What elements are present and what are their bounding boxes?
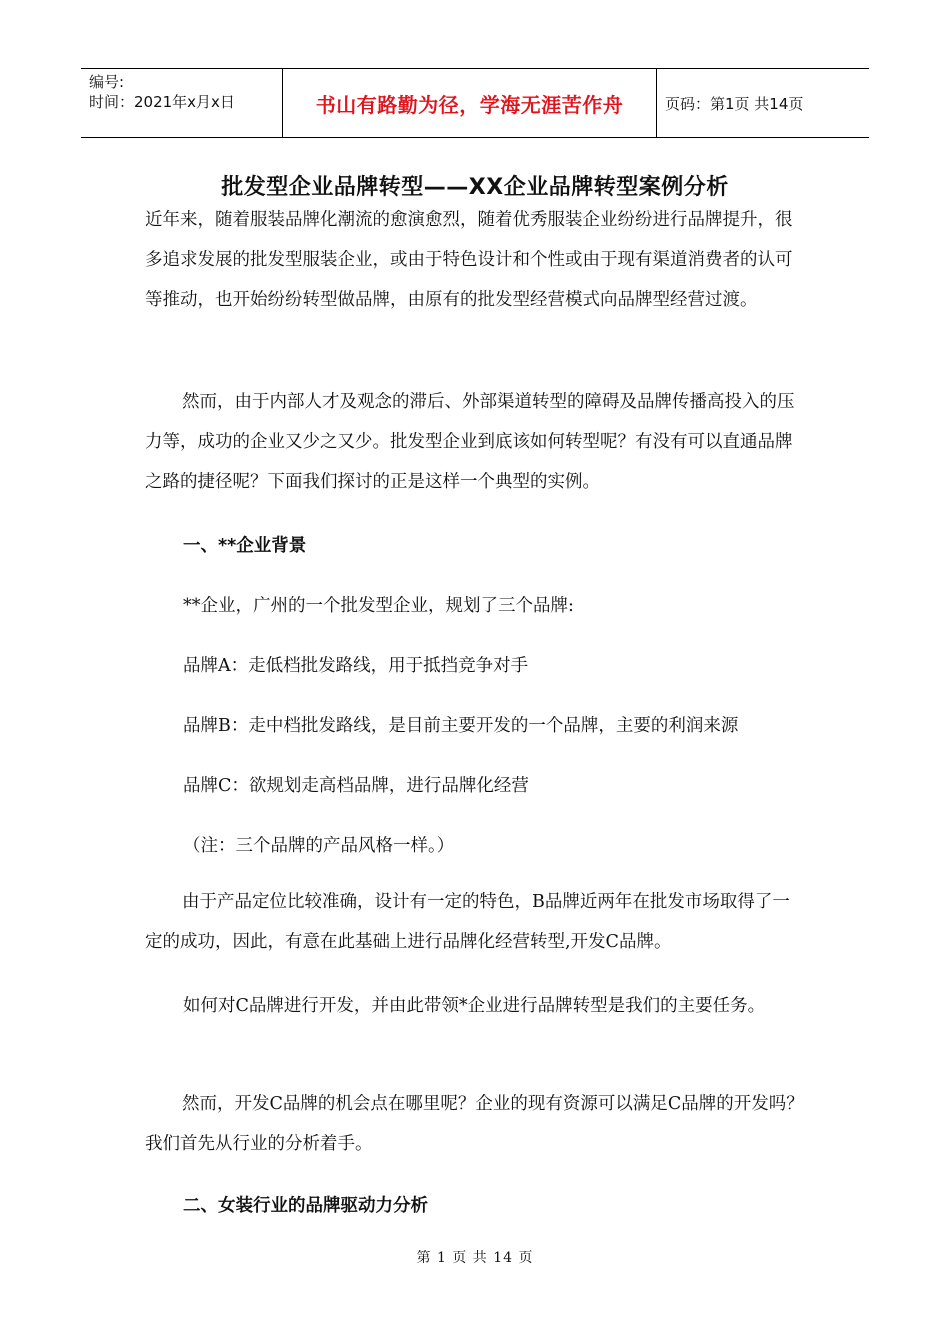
page-footer: 第 1 页 共 14 页: [416, 1250, 534, 1266]
paragraph-opportunity: 然而，开发C品牌的机会点在哪里呢？企业的现有资源可以满足C品牌的开发吗？我们首先从行业的分析着手。: [145, 1094, 804, 1154]
paragraph-positioning: 由于产品定位比较准确，设计有一定的特色，B品牌近两年在批发市场取得了一定的成功，因此，有意在此基础上进行品牌化经营转型,开发C品牌。: [145, 892, 790, 952]
text-brand-a: 品牌A：走低档批发路线，用于抵挡竞争对手: [183, 656, 529, 676]
paragraph-however: 然而，由于内部人才及观念的滞后、外部渠道转型的障碍及品牌传播高投入的压力等，成功的企业又少之又少。批发型企业到底该如何转型呢？有没有可以直通品牌之路的捷径呢？下面我们探讨的正是这样一个典型的实例。: [145, 392, 795, 492]
document-header: [81, 68, 869, 138]
text-enterprise-intro: **企业，广州的一个批发型企业，规划了三个品牌:: [183, 596, 574, 616]
header-page-info: 页码：第1页 共14页: [665, 94, 804, 113]
document-title: 批发型企业品牌转型——XX企业品牌转型案例分析: [221, 175, 729, 200]
text-brand-c: 品牌C：欲规划走高档品牌，进行品牌化经营: [183, 776, 529, 796]
time-label: 时间：2021年x月x日: [89, 93, 235, 111]
section-heading-background: 一、**企业背景: [183, 536, 307, 556]
text-main-task: 如何对C品牌进行开发，并由此带领*企业进行品牌转型是我们的主要任务。: [183, 996, 766, 1016]
text-note: （注：三个品牌的产品风格一样。）: [183, 836, 455, 856]
header-meta: [81, 69, 282, 137]
section-heading-industry: 二、女装行业的品牌驱动力分析: [183, 1196, 428, 1216]
paragraph-intro: 近年来，随着服装品牌化潮流的愈演愈烈，随着优秀服装企业纷纷进行品牌提升，很多追求发展的批发型服装企业，或由于特色设计和个性或由于现有渠道消费者的认可等推动，也开始纷纷转型做品牌，由原有的批发型经营模式向品牌型经营过渡。: [145, 210, 793, 310]
header-motto: 书山有路勤为径，学海无涯苦作舟: [282, 69, 657, 137]
text-brand-b: 品牌B：走中档批发路线，是目前主要开发的一个品牌，主要的利润来源: [183, 716, 739, 736]
number-label: 编号:: [89, 73, 125, 91]
